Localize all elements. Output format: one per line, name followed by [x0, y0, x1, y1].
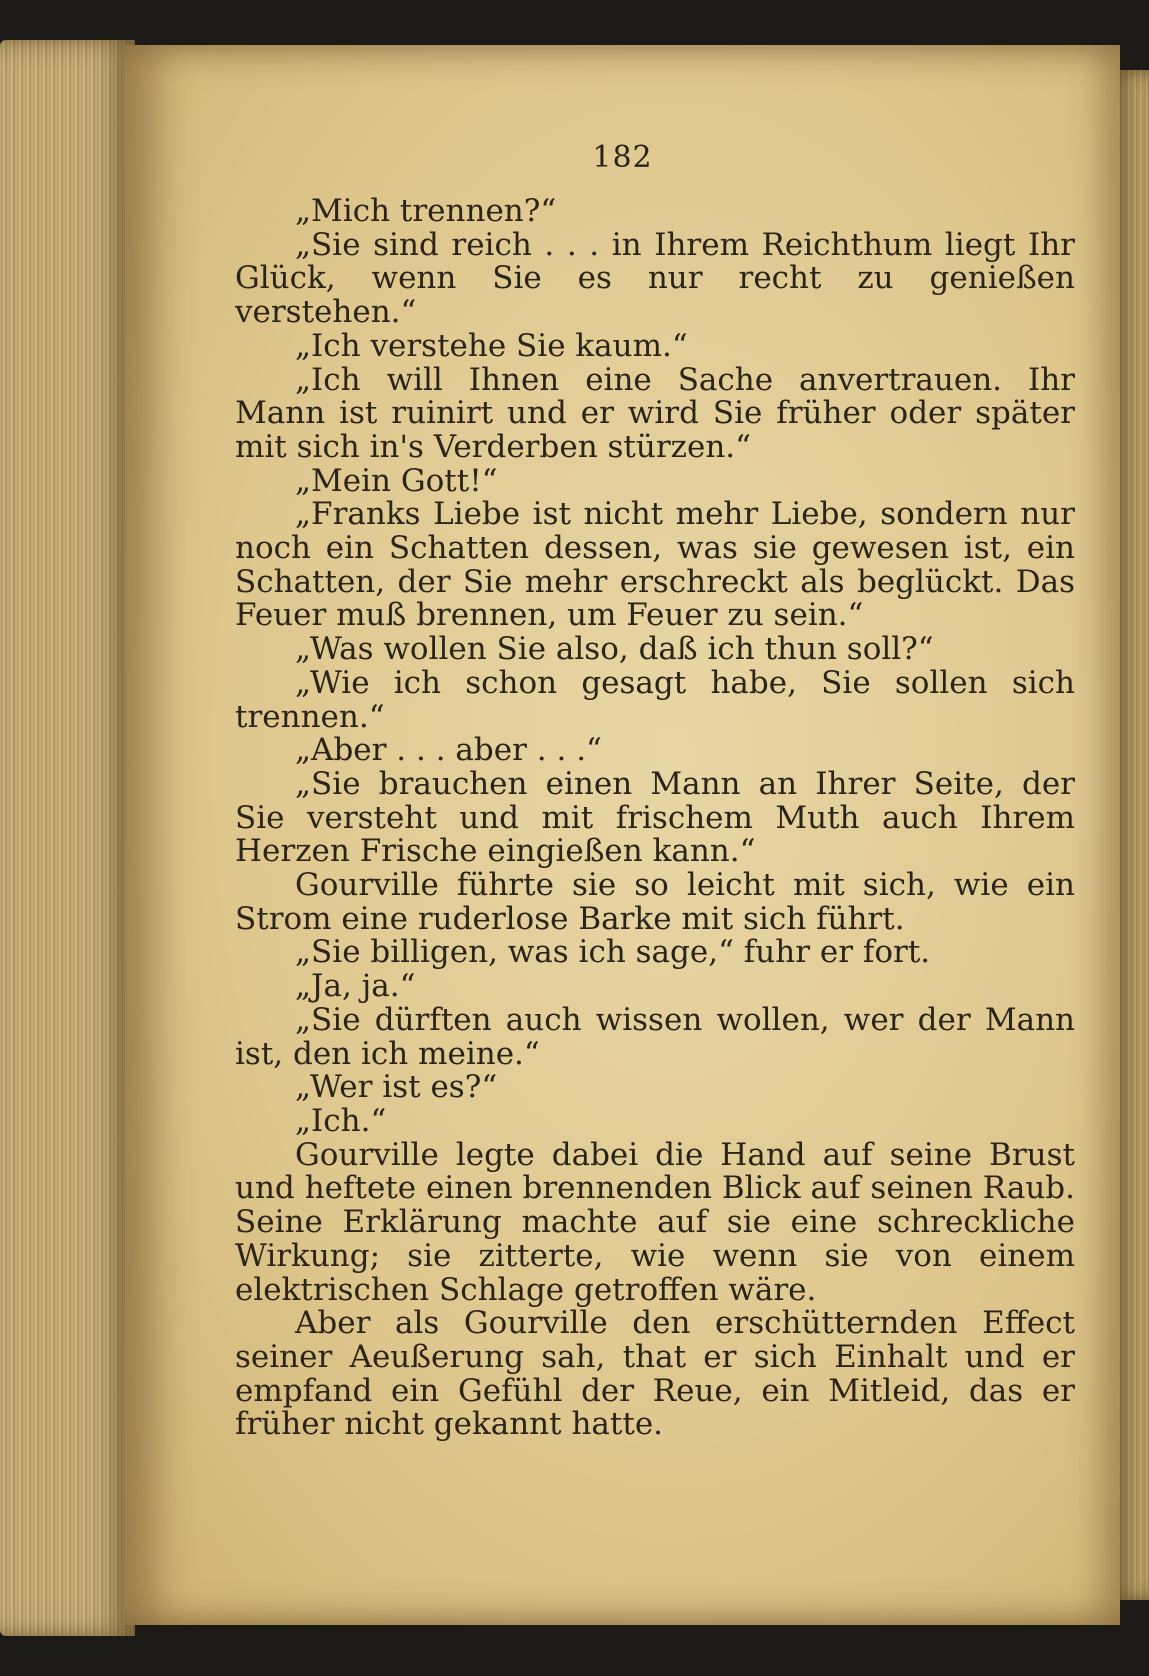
paragraph: „Wie ich schon gesagt habe, Sie sollen sich trennen.“ — [235, 664, 1075, 735]
paragraph: Aber als Gourville den erschütternden Effect seiner Aeußerung sah, that er sich Einhalt und er empfand ein Gefühl der Reue, ein Mitleid, das er früher nicht gekannt hatte. — [235, 1305, 1075, 1443]
paragraph: „Ich will Ihnen eine Sache anvertrauen. Ihr Mann ist ruinirt und er wird Sie früher oder später mit sich in's Verderben stürzen.“ — [235, 361, 1075, 465]
paragraph: „Sie sind reich . . . in Ihrem Reichthum liegt Ihr Glück, wenn Sie es nur recht zu genießen verstehen.“ — [235, 226, 1075, 331]
paragraph: Gourville legte dabei die Hand auf seine Brust und heftete einen brennenden Blick auf seinen Raub. Seine Erklärung machte auf sie eine schreckliche Wirkung; sie zitterte, wie wenn sie von einem elektrischen Schlage getroffen wäre. — [235, 1136, 1075, 1308]
paragraph: „Sie billigen, was ich sage,“ fuhr er fort. — [295, 934, 931, 971]
paragraph: „Franks Liebe ist nicht mehr Liebe, sondern nur noch ein Schatten dessen, was sie gewesen ist, ein Schatten, der Sie mehr erschreckt als beglückt. Das Feuer muß brennen, um Feuer zu sein.“ — [235, 496, 1075, 634]
paragraph: „Sie brauchen einen Mann an Ihrer Seite, der Sie versteht und mit frischem Muth auch Ihrem Herzen Frische eingießen kann.“ — [235, 765, 1075, 870]
left-page-edges — [0, 40, 135, 1636]
paragraph: Gourville führte sie so leicht mit sich, wie ein Strom eine ruderlose Barke mit sich führt. — [235, 867, 1075, 937]
paragraph: „Mich trennen?“ — [295, 193, 557, 229]
paragraph: „Wer ist es?“ — [295, 1069, 498, 1106]
page-number: 182 — [592, 140, 653, 175]
paragraph: „Mein Gott!“ — [295, 462, 498, 499]
book-page — [125, 45, 1120, 1625]
page-text — [235, 195, 1075, 1442]
paragraph: „Ich verstehe Sie kaum.“ — [295, 327, 688, 364]
paragraph: „Ja, ja.“ — [295, 968, 416, 1005]
paragraph: „Was wollen Sie also, daß ich thun soll?“ — [295, 631, 934, 668]
paragraph: „Aber . . . aber . . .“ — [295, 732, 602, 769]
paragraph: „Sie dürften auch wissen wollen, wer der Mann ist, den ich meine.“ — [235, 1001, 1075, 1072]
paragraph: „Ich.“ — [295, 1102, 387, 1139]
